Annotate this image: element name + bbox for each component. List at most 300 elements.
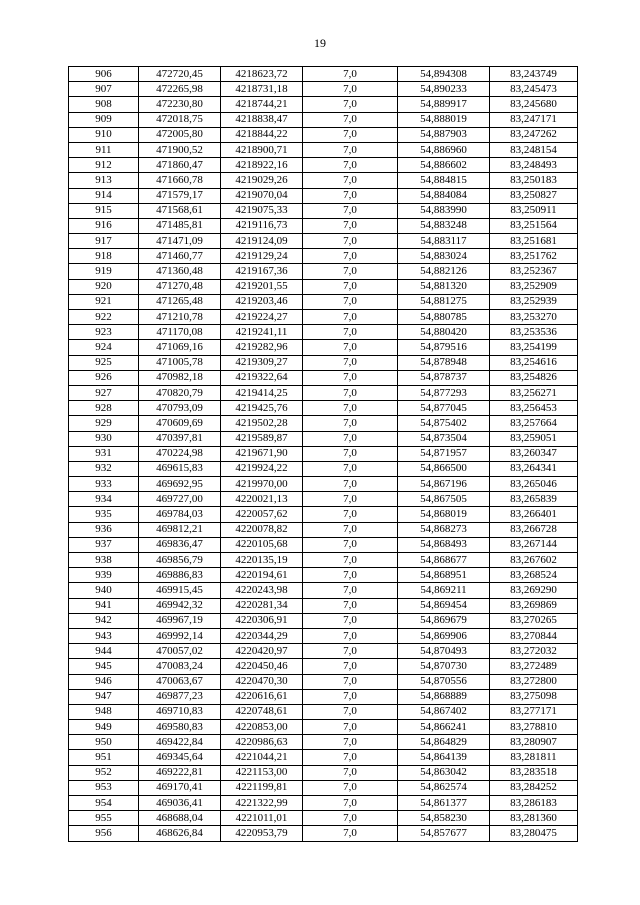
y-coordinate-cell: 4218731,18: [221, 82, 303, 97]
y-coordinate-cell: 4219224,27: [221, 310, 303, 325]
y-coordinate-cell: 4220986,63: [221, 735, 303, 750]
point-number-cell: 926: [69, 370, 139, 385]
longitude-cell: 83,256453: [490, 401, 578, 416]
x-coordinate-cell: 471270,48: [139, 279, 221, 294]
table-row: [69, 416, 578, 431]
y-coordinate-cell: 4220344,29: [221, 628, 303, 643]
longitude-cell: 83,252939: [490, 294, 578, 309]
x-coordinate-cell: 471471,09: [139, 234, 221, 249]
y-coordinate-cell: 4219671,90: [221, 446, 303, 461]
x-coordinate-cell: 470609,69: [139, 416, 221, 431]
x-coordinate-cell: 469222,81: [139, 765, 221, 780]
point-number-cell: 932: [69, 461, 139, 476]
latitude-cell: 54,868951: [398, 568, 490, 583]
point-number-cell: 914: [69, 188, 139, 203]
latitude-cell: 54,875402: [398, 416, 490, 431]
longitude-cell: 83,265046: [490, 477, 578, 492]
x-coordinate-cell: 469784,03: [139, 507, 221, 522]
longitude-cell: 83,268524: [490, 568, 578, 583]
height-cell: 7,0: [303, 826, 398, 841]
height-cell: 7,0: [303, 735, 398, 750]
table-row: [69, 325, 578, 340]
table-row: [69, 279, 578, 294]
point-number-cell: 954: [69, 796, 139, 811]
latitude-cell: 54,870556: [398, 674, 490, 689]
latitude-cell: 54,877293: [398, 385, 490, 400]
latitude-cell: 54,868889: [398, 689, 490, 704]
longitude-cell: 83,264341: [490, 461, 578, 476]
y-coordinate-cell: 4219070,04: [221, 188, 303, 203]
latitude-cell: 54,867196: [398, 477, 490, 492]
point-number-cell: 952: [69, 765, 139, 780]
latitude-cell: 54,883024: [398, 249, 490, 264]
longitude-cell: 83,250183: [490, 173, 578, 188]
point-number-cell: 934: [69, 492, 139, 507]
table-row: [69, 355, 578, 370]
table-row: [69, 644, 578, 659]
point-number-cell: 917: [69, 234, 139, 249]
longitude-cell: 83,272489: [490, 659, 578, 674]
longitude-cell: 83,277171: [490, 704, 578, 719]
latitude-cell: 54,881275: [398, 294, 490, 309]
coordinates-table: [68, 66, 578, 842]
longitude-cell: 83,283518: [490, 765, 578, 780]
latitude-cell: 54,884815: [398, 173, 490, 188]
table-row: [69, 97, 578, 112]
y-coordinate-cell: 4220194,61: [221, 568, 303, 583]
y-coordinate-cell: 4220853,00: [221, 720, 303, 735]
table-row: [69, 431, 578, 446]
latitude-cell: 54,864139: [398, 750, 490, 765]
y-coordinate-cell: 4221044,21: [221, 750, 303, 765]
latitude-cell: 54,869211: [398, 583, 490, 598]
x-coordinate-cell: 469580,83: [139, 720, 221, 735]
x-coordinate-cell: 472265,98: [139, 82, 221, 97]
point-number-cell: 915: [69, 203, 139, 218]
point-number-cell: 950: [69, 735, 139, 750]
height-cell: 7,0: [303, 310, 398, 325]
point-number-cell: 949: [69, 720, 139, 735]
x-coordinate-cell: 470057,02: [139, 644, 221, 659]
height-cell: 7,0: [303, 644, 398, 659]
table-row: [69, 492, 578, 507]
latitude-cell: 54,889917: [398, 97, 490, 112]
longitude-cell: 83,254616: [490, 355, 578, 370]
latitude-cell: 54,883248: [398, 218, 490, 233]
longitude-cell: 83,248154: [490, 142, 578, 157]
latitude-cell: 54,886960: [398, 142, 490, 157]
longitude-cell: 83,245680: [490, 97, 578, 112]
point-number-cell: 948: [69, 704, 139, 719]
table-row: [69, 234, 578, 249]
y-coordinate-cell: 4218623,72: [221, 67, 303, 82]
latitude-cell: 54,866500: [398, 461, 490, 476]
table-row: [69, 507, 578, 522]
height-cell: 7,0: [303, 188, 398, 203]
longitude-cell: 83,286183: [490, 796, 578, 811]
point-number-cell: 951: [69, 750, 139, 765]
height-cell: 7,0: [303, 158, 398, 173]
y-coordinate-cell: 4221153,00: [221, 765, 303, 780]
point-number-cell: 930: [69, 431, 139, 446]
x-coordinate-cell: 469812,21: [139, 522, 221, 537]
height-cell: 7,0: [303, 583, 398, 598]
x-coordinate-cell: 469727,00: [139, 492, 221, 507]
table-row: [69, 203, 578, 218]
latitude-cell: 54,882126: [398, 264, 490, 279]
longitude-cell: 83,253270: [490, 310, 578, 325]
latitude-cell: 54,863042: [398, 765, 490, 780]
x-coordinate-cell: 470820,79: [139, 385, 221, 400]
height-cell: 7,0: [303, 340, 398, 355]
height-cell: 7,0: [303, 279, 398, 294]
point-number-cell: 909: [69, 112, 139, 127]
table-row: [69, 477, 578, 492]
x-coordinate-cell: 469422,84: [139, 735, 221, 750]
longitude-cell: 83,250827: [490, 188, 578, 203]
longitude-cell: 83,256271: [490, 385, 578, 400]
height-cell: 7,0: [303, 416, 398, 431]
point-number-cell: 923: [69, 325, 139, 340]
point-number-cell: 931: [69, 446, 139, 461]
longitude-cell: 83,270265: [490, 613, 578, 628]
height-cell: 7,0: [303, 325, 398, 340]
y-coordinate-cell: 4219203,46: [221, 294, 303, 309]
height-cell: 7,0: [303, 568, 398, 583]
page-number: 19: [314, 36, 326, 50]
x-coordinate-cell: 471460,77: [139, 249, 221, 264]
x-coordinate-cell: 468626,84: [139, 826, 221, 841]
longitude-cell: 83,251564: [490, 218, 578, 233]
height-cell: 7,0: [303, 173, 398, 188]
x-coordinate-cell: 469692,95: [139, 477, 221, 492]
x-coordinate-cell: 471360,48: [139, 264, 221, 279]
x-coordinate-cell: 471568,61: [139, 203, 221, 218]
y-coordinate-cell: 4221011,01: [221, 811, 303, 826]
y-coordinate-cell: 4220281,34: [221, 598, 303, 613]
height-cell: 7,0: [303, 553, 398, 568]
table-row: [69, 735, 578, 750]
table-row: [69, 158, 578, 173]
longitude-cell: 83,254199: [490, 340, 578, 355]
longitude-cell: 83,272032: [490, 644, 578, 659]
latitude-cell: 54,888019: [398, 112, 490, 127]
height-cell: 7,0: [303, 127, 398, 142]
x-coordinate-cell: 469992,14: [139, 628, 221, 643]
point-number-cell: 927: [69, 385, 139, 400]
y-coordinate-cell: 4220306,91: [221, 613, 303, 628]
table-body: [69, 67, 578, 842]
point-number-cell: 919: [69, 264, 139, 279]
latitude-cell: 54,869454: [398, 598, 490, 613]
x-coordinate-cell: 469710,83: [139, 704, 221, 719]
x-coordinate-cell: 470083,24: [139, 659, 221, 674]
table-row: [69, 674, 578, 689]
y-coordinate-cell: 4219029,26: [221, 173, 303, 188]
height-cell: 7,0: [303, 674, 398, 689]
point-number-cell: 943: [69, 628, 139, 643]
point-number-cell: 938: [69, 553, 139, 568]
point-number-cell: 956: [69, 826, 139, 841]
height-cell: 7,0: [303, 370, 398, 385]
longitude-cell: 83,260347: [490, 446, 578, 461]
x-coordinate-cell: 471210,78: [139, 310, 221, 325]
table-row: [69, 461, 578, 476]
point-number-cell: 911: [69, 142, 139, 157]
height-cell: 7,0: [303, 97, 398, 112]
longitude-cell: 83,248493: [490, 158, 578, 173]
x-coordinate-cell: 469877,23: [139, 689, 221, 704]
x-coordinate-cell: 469036,41: [139, 796, 221, 811]
point-number-cell: 935: [69, 507, 139, 522]
table-row: [69, 82, 578, 97]
height-cell: 7,0: [303, 689, 398, 704]
y-coordinate-cell: 4218744,21: [221, 97, 303, 112]
height-cell: 7,0: [303, 446, 398, 461]
point-number-cell: 924: [69, 340, 139, 355]
table-row: [69, 446, 578, 461]
table-row: [69, 370, 578, 385]
x-coordinate-cell: 469856,79: [139, 553, 221, 568]
longitude-cell: 83,281360: [490, 811, 578, 826]
longitude-cell: 83,245473: [490, 82, 578, 97]
point-number-cell: 918: [69, 249, 139, 264]
height-cell: 7,0: [303, 796, 398, 811]
point-number-cell: 912: [69, 158, 139, 173]
table-row: [69, 598, 578, 613]
longitude-cell: 83,269869: [490, 598, 578, 613]
y-coordinate-cell: 4219167,36: [221, 264, 303, 279]
longitude-cell: 83,251762: [490, 249, 578, 264]
latitude-cell: 54,883117: [398, 234, 490, 249]
latitude-cell: 54,873504: [398, 431, 490, 446]
table-row: [69, 811, 578, 826]
longitude-cell: 83,266401: [490, 507, 578, 522]
x-coordinate-cell: 470063,67: [139, 674, 221, 689]
height-cell: 7,0: [303, 765, 398, 780]
height-cell: 7,0: [303, 780, 398, 795]
longitude-cell: 83,265839: [490, 492, 578, 507]
x-coordinate-cell: 472005,80: [139, 127, 221, 142]
height-cell: 7,0: [303, 249, 398, 264]
latitude-cell: 54,878737: [398, 370, 490, 385]
x-coordinate-cell: 469345,64: [139, 750, 221, 765]
latitude-cell: 54,862574: [398, 780, 490, 795]
height-cell: 7,0: [303, 659, 398, 674]
point-number-cell: 945: [69, 659, 139, 674]
latitude-cell: 54,868493: [398, 537, 490, 552]
x-coordinate-cell: 469942,32: [139, 598, 221, 613]
y-coordinate-cell: 4219201,55: [221, 279, 303, 294]
table-row: [69, 553, 578, 568]
latitude-cell: 54,869906: [398, 628, 490, 643]
height-cell: 7,0: [303, 142, 398, 157]
x-coordinate-cell: 472018,75: [139, 112, 221, 127]
y-coordinate-cell: 4220450,46: [221, 659, 303, 674]
latitude-cell: 54,867402: [398, 704, 490, 719]
x-coordinate-cell: 471660,78: [139, 173, 221, 188]
height-cell: 7,0: [303, 234, 398, 249]
x-coordinate-cell: 471579,17: [139, 188, 221, 203]
point-number-cell: 942: [69, 613, 139, 628]
table-row: [69, 310, 578, 325]
longitude-cell: 83,280907: [490, 735, 578, 750]
y-coordinate-cell: 4219322,64: [221, 370, 303, 385]
point-number-cell: 955: [69, 811, 139, 826]
longitude-cell: 83,275098: [490, 689, 578, 704]
latitude-cell: 54,894308: [398, 67, 490, 82]
y-coordinate-cell: 4219414,25: [221, 385, 303, 400]
point-number-cell: 953: [69, 780, 139, 795]
table-row: [69, 522, 578, 537]
longitude-cell: 83,250911: [490, 203, 578, 218]
point-number-cell: 921: [69, 294, 139, 309]
y-coordinate-cell: 4220057,62: [221, 507, 303, 522]
x-coordinate-cell: 472230,80: [139, 97, 221, 112]
table-row: [69, 401, 578, 416]
x-coordinate-cell: 471485,81: [139, 218, 221, 233]
point-number-cell: 925: [69, 355, 139, 370]
point-number-cell: 940: [69, 583, 139, 598]
table-row: [69, 628, 578, 643]
longitude-cell: 83,252367: [490, 264, 578, 279]
point-number-cell: 936: [69, 522, 139, 537]
latitude-cell: 54,869679: [398, 613, 490, 628]
table-row: [69, 385, 578, 400]
point-number-cell: 906: [69, 67, 139, 82]
y-coordinate-cell: 4220243,98: [221, 583, 303, 598]
x-coordinate-cell: 470397,81: [139, 431, 221, 446]
latitude-cell: 54,884084: [398, 188, 490, 203]
longitude-cell: 83,257664: [490, 416, 578, 431]
latitude-cell: 54,887903: [398, 127, 490, 142]
height-cell: 7,0: [303, 385, 398, 400]
x-coordinate-cell: 469967,19: [139, 613, 221, 628]
height-cell: 7,0: [303, 264, 398, 279]
table-row: [69, 294, 578, 309]
table-row: [69, 720, 578, 735]
table-row: [69, 689, 578, 704]
height-cell: 7,0: [303, 750, 398, 765]
latitude-cell: 54,877045: [398, 401, 490, 416]
longitude-cell: 83,259051: [490, 431, 578, 446]
longitude-cell: 83,269290: [490, 583, 578, 598]
latitude-cell: 54,858230: [398, 811, 490, 826]
table-row: [69, 659, 578, 674]
y-coordinate-cell: 4219309,27: [221, 355, 303, 370]
y-coordinate-cell: 4220953,79: [221, 826, 303, 841]
table-row: [69, 568, 578, 583]
x-coordinate-cell: 471860,47: [139, 158, 221, 173]
latitude-cell: 54,880420: [398, 325, 490, 340]
longitude-cell: 83,270844: [490, 628, 578, 643]
x-coordinate-cell: 469886,83: [139, 568, 221, 583]
longitude-cell: 83,281811: [490, 750, 578, 765]
table-row: [69, 765, 578, 780]
y-coordinate-cell: 4218838,47: [221, 112, 303, 127]
height-cell: 7,0: [303, 628, 398, 643]
table-row: [69, 780, 578, 795]
latitude-cell: 54,868273: [398, 522, 490, 537]
table-row: [69, 218, 578, 233]
height-cell: 7,0: [303, 112, 398, 127]
longitude-cell: 83,278810: [490, 720, 578, 735]
table-row: [69, 142, 578, 157]
latitude-cell: 54,871957: [398, 446, 490, 461]
y-coordinate-cell: 4219282,96: [221, 340, 303, 355]
table-row: [69, 613, 578, 628]
x-coordinate-cell: 470982,18: [139, 370, 221, 385]
height-cell: 7,0: [303, 82, 398, 97]
table-row: [69, 583, 578, 598]
x-coordinate-cell: 471265,48: [139, 294, 221, 309]
latitude-cell: 54,879516: [398, 340, 490, 355]
longitude-cell: 83,284252: [490, 780, 578, 795]
latitude-cell: 54,878948: [398, 355, 490, 370]
y-coordinate-cell: 4219970,00: [221, 477, 303, 492]
y-coordinate-cell: 4219241,11: [221, 325, 303, 340]
latitude-cell: 54,868019: [398, 507, 490, 522]
height-cell: 7,0: [303, 203, 398, 218]
y-coordinate-cell: 4220616,61: [221, 689, 303, 704]
point-number-cell: 916: [69, 218, 139, 233]
point-number-cell: 910: [69, 127, 139, 142]
point-number-cell: 933: [69, 477, 139, 492]
y-coordinate-cell: 4220021,13: [221, 492, 303, 507]
y-coordinate-cell: 4221322,99: [221, 796, 303, 811]
table-row: [69, 127, 578, 142]
height-cell: 7,0: [303, 294, 398, 309]
table-row: [69, 796, 578, 811]
point-number-cell: 941: [69, 598, 139, 613]
longitude-cell: 83,254826: [490, 370, 578, 385]
table-row: [69, 826, 578, 841]
height-cell: 7,0: [303, 704, 398, 719]
table-row: [69, 704, 578, 719]
latitude-cell: 54,870730: [398, 659, 490, 674]
point-number-cell: 908: [69, 97, 139, 112]
height-cell: 7,0: [303, 461, 398, 476]
x-coordinate-cell: 469170,41: [139, 780, 221, 795]
table-row: [69, 537, 578, 552]
point-number-cell: 947: [69, 689, 139, 704]
x-coordinate-cell: 469836,47: [139, 537, 221, 552]
height-cell: 7,0: [303, 598, 398, 613]
y-coordinate-cell: 4219589,87: [221, 431, 303, 446]
height-cell: 7,0: [303, 522, 398, 537]
table-row: [69, 750, 578, 765]
longitude-cell: 83,251681: [490, 234, 578, 249]
point-number-cell: 937: [69, 537, 139, 552]
y-coordinate-cell: 4220135,19: [221, 553, 303, 568]
y-coordinate-cell: 4220078,82: [221, 522, 303, 537]
x-coordinate-cell: 471170,08: [139, 325, 221, 340]
point-number-cell: 946: [69, 674, 139, 689]
longitude-cell: 83,247262: [490, 127, 578, 142]
longitude-cell: 83,247171: [490, 112, 578, 127]
longitude-cell: 83,252909: [490, 279, 578, 294]
y-coordinate-cell: 4219116,73: [221, 218, 303, 233]
x-coordinate-cell: 470224,98: [139, 446, 221, 461]
height-cell: 7,0: [303, 613, 398, 628]
y-coordinate-cell: 4220105,68: [221, 537, 303, 552]
point-number-cell: 929: [69, 416, 139, 431]
x-coordinate-cell: 469915,45: [139, 583, 221, 598]
point-number-cell: 913: [69, 173, 139, 188]
height-cell: 7,0: [303, 492, 398, 507]
point-number-cell: 907: [69, 82, 139, 97]
latitude-cell: 54,867505: [398, 492, 490, 507]
